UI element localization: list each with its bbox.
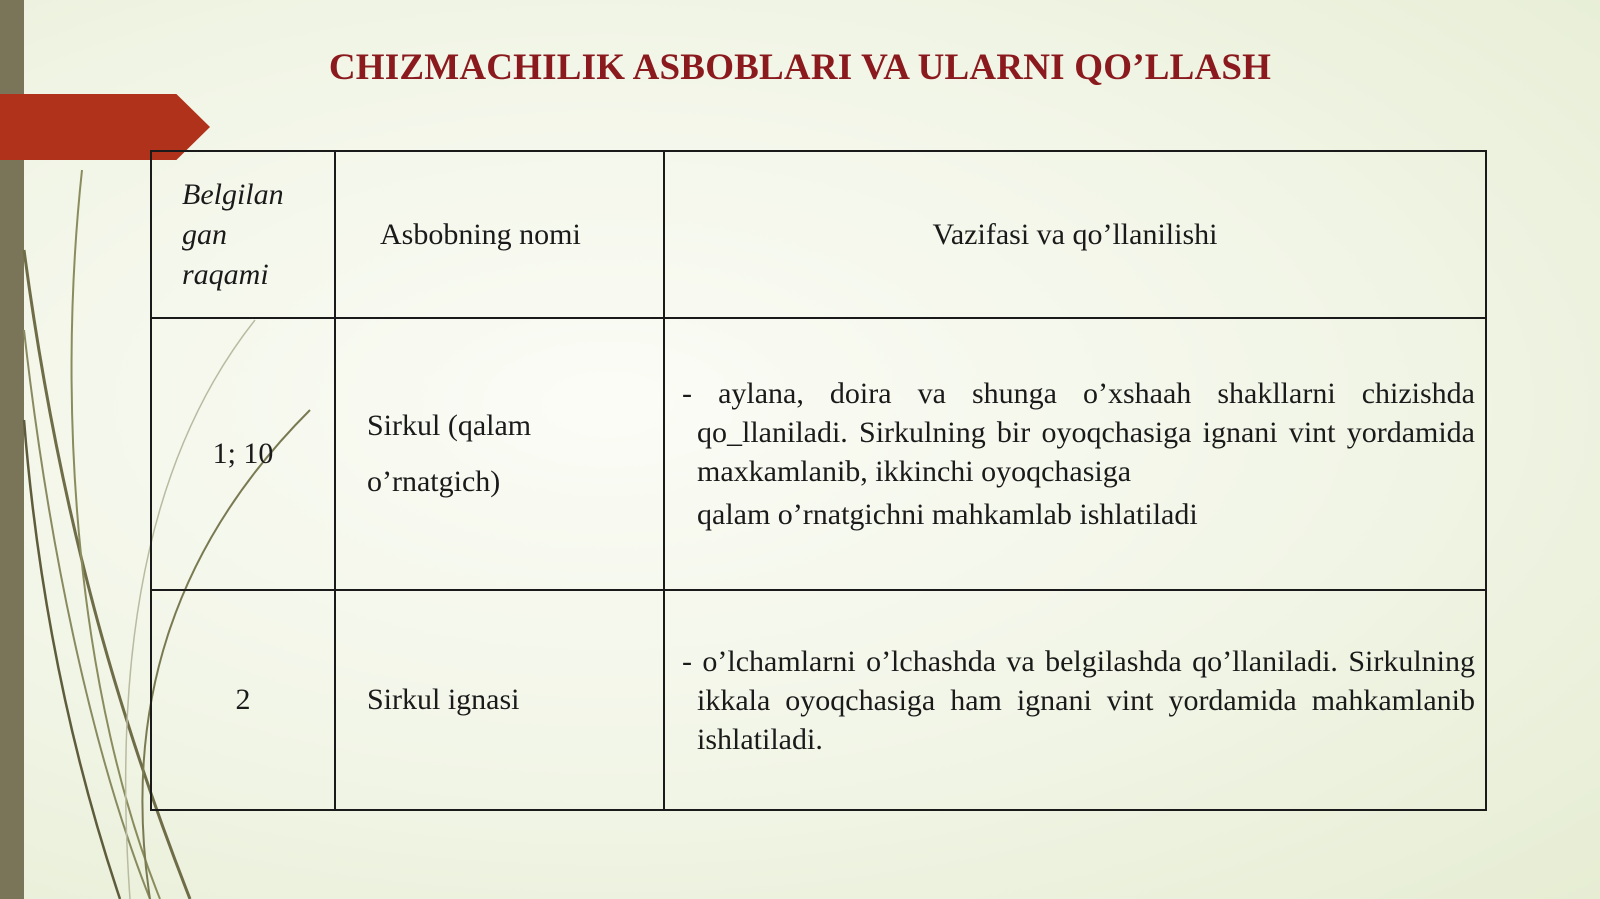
row-purpose-dash: -	[682, 377, 692, 410]
table-row	[151, 590, 1486, 810]
header-purpose: Vazifasi va qo’llanilishi	[664, 151, 1486, 318]
row-purpose-last-line: qalam o’rnatgichni mahkamlab ishlatiladi	[697, 498, 1198, 531]
header-number-line: raqami	[182, 257, 269, 291]
header-name: Asbobning nomi	[335, 151, 664, 318]
header-number-line: gan	[182, 217, 227, 251]
row-name	[335, 318, 664, 590]
row-name-line: Sirkul ignasi	[367, 683, 520, 716]
row-name	[335, 590, 664, 810]
instruments-table	[150, 150, 1487, 811]
row-purpose	[664, 318, 1486, 590]
row-name-line: o’rnatgich)	[367, 465, 501, 498]
row-purpose-text: o’lchamlarni o’lchashda va belgilashda qo’llaniladi. Sirkulning ikkala oyoqchasiga ham ignani vint yordamida mahkamlanib ishlatiladi.	[697, 644, 1476, 756]
row-purpose-dash: -	[682, 644, 692, 678]
table-header-row	[151, 151, 1486, 318]
header-number	[151, 151, 335, 318]
row-name-line: Sirkul (qalam	[367, 409, 532, 442]
header-number-line: Belgilan	[182, 177, 284, 211]
row-number: 2	[151, 590, 335, 810]
row-purpose-text: aylana, doira va shunga o’xshaah shakllarni chizishda qo_llaniladi. Sirkulning bir oyoqchasiga ignani vint yordamida maxkamlanib, ikkinchi oyoqchasiga	[697, 377, 1475, 488]
row-purpose	[664, 590, 1486, 810]
slide-title: CHIZMACHILIK ASBOBLARI VA ULARNI QO’LLASH	[328, 47, 1272, 88]
table-row	[151, 318, 1486, 590]
row-number: 1; 10	[151, 318, 335, 590]
